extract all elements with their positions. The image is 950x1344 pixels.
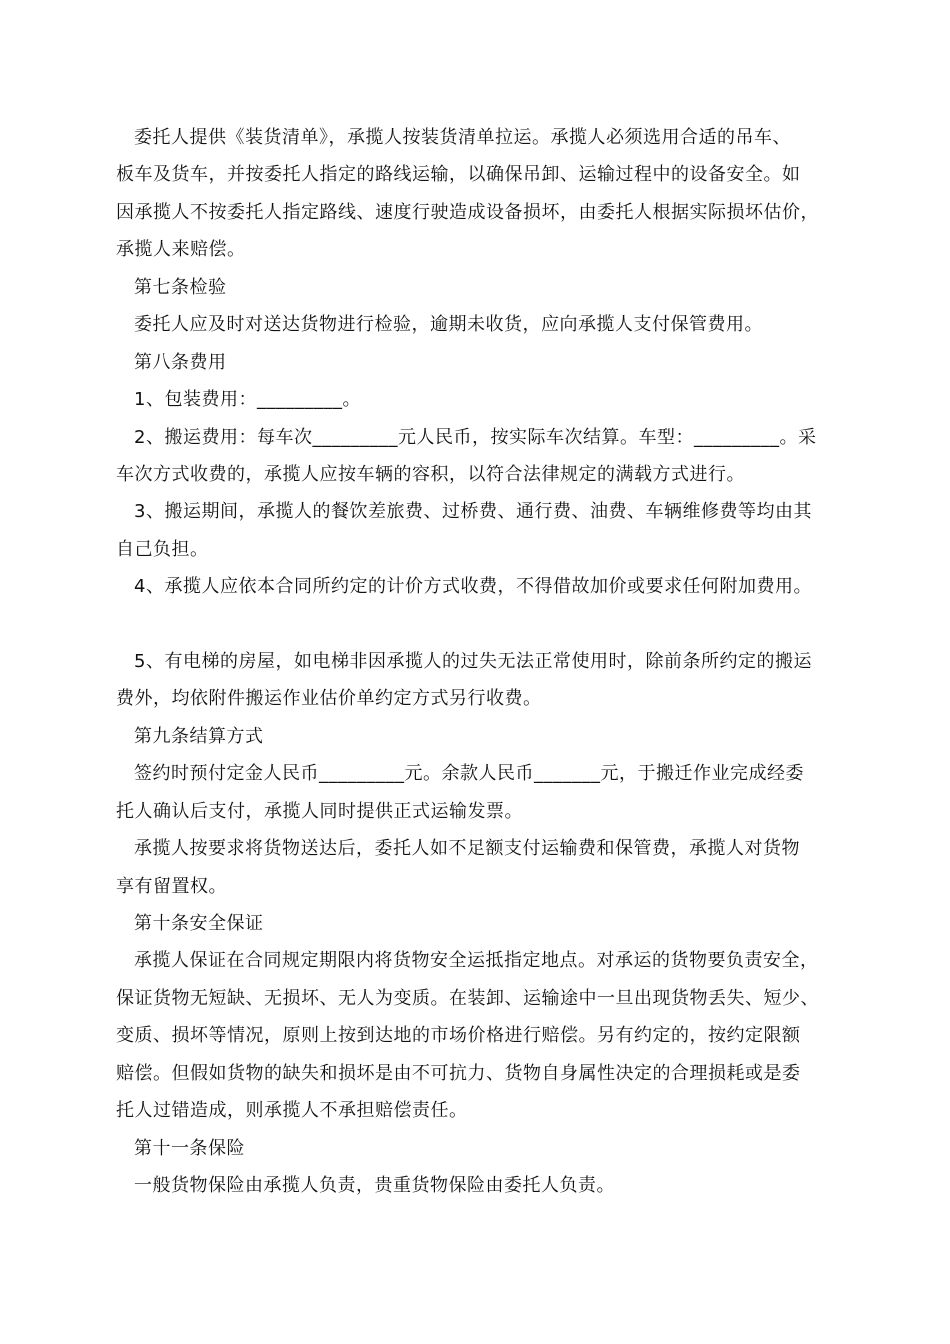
text-line: 委托人提供《装货清单》，承揽人按装货清单拉运。承揽人必须选用合适的吊车、 [134, 127, 791, 148]
text-line: 保证货物无短缺、无损坏、无人为变质。在装卸、运输途中一旦出现货物丢失、短少、 [116, 988, 819, 1009]
text-line: 因承揽人不按委托人指定路线、速度行驶造成设备损坏，由委托人根据实际损坏估价， [116, 202, 819, 223]
text-line: 3、搬运期间，承揽人的餐饮差旅费、过桥费、通行费、油费、车辆维修费等均由其 [134, 501, 812, 522]
text-line: 2、搬运费用：每车次_________元人民币，按实际车次结算。车型：_________。采 [134, 427, 817, 448]
text-line: 5、有电梯的房屋，如电梯非因承揽人的过失无法正常使用时，除前条所约定的搬运 [134, 651, 812, 672]
section-heading: 第十一条保险 [134, 1138, 245, 1159]
text-line: 签约时预付定金人民币_________元。余款人民币_______元，于搬迁作业完成经委 [134, 763, 804, 784]
text-line: 4、承揽人应依本合同所约定的计价方式收费，不得借故加价或要求任何附加费用。 [134, 576, 812, 597]
text-line: 自己负担。 [116, 539, 209, 560]
text-line: 板车及货车，并按委托人指定的路线运输，以确保吊卸、运输过程中的设备安全。如 [116, 164, 801, 185]
section-heading: 第八条费用 [134, 352, 227, 373]
text-line: 费外，均依附件搬运作业估价单约定方式另行收费。 [116, 688, 542, 709]
text-line: 承揽人来赔偿。 [116, 239, 246, 260]
section-heading: 第十条安全保证 [134, 913, 264, 934]
section-heading: 第九条结算方式 [134, 726, 264, 747]
text-line: 一般货物保险由承揽人负责，贵重货物保险由委托人负责。 [134, 1175, 615, 1196]
text-line: 享有留置权。 [116, 876, 227, 897]
text-line: 1、包装费用：_________。 [134, 389, 361, 410]
text-line: 托人过错造成，则承揽人不承担赔偿责任。 [116, 1100, 468, 1121]
text-line: 赔偿。但假如货物的缺失和损坏是由不可抗力、货物自身属性决定的合理损耗或是委 [116, 1063, 801, 1084]
text-line: 变质、损坏等情况，原则上按到达地的市场价格进行赔偿。另有约定的，按约定限额 [116, 1025, 801, 1046]
text-line: 承揽人按要求将货物送达后，委托人如不足额支付运输费和保管费，承揽人对货物 [134, 838, 800, 859]
text-line: 车次方式收费的，承揽人应按车辆的容积，以符合法律规定的满载方式进行。 [116, 464, 745, 485]
section-heading: 第七条检验 [134, 277, 227, 298]
text-line: 托人确认后支付，承揽人同时提供正式运输发票。 [116, 801, 523, 822]
text-line: 承揽人保证在合同规定期限内将货物安全运抵指定地点。对承运的货物要负责安全， [134, 950, 819, 971]
text-line: 委托人应及时对送达货物进行检验，逾期未收货，应向承揽人支付保管费用。 [134, 314, 763, 335]
